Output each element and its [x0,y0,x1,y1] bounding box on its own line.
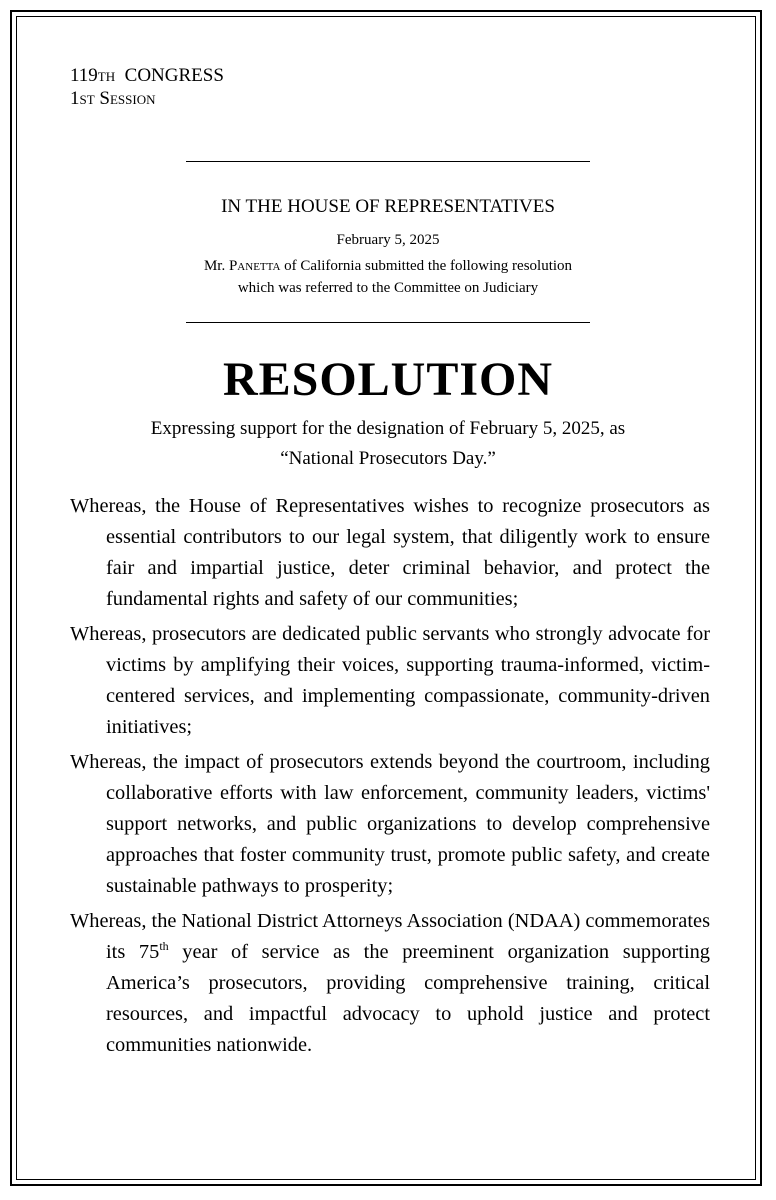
sponsor-statement [0,255,776,299]
congress-line: 119th CONGRESS [70,65,224,86]
house-heading: IN THE HOUSE OF REPRESENTATIVES [221,196,555,217]
session-line: 1st Session [70,88,156,109]
congress-session-block [70,64,224,110]
document-title: RESOLUTION [222,353,554,406]
whereas-clause-1: Whereas, the House of Representatives wishes to recognize prosecutors as essential contributors to our legal system, that diligently work to ensure fair and impartial justice, deter criminal behavior, and protect the fundamental rights and safety of our communities; [70,495,710,610]
whereas-clause-3: Whereas, the impact of prosecutors extends beyond the courtroom, including collaborative efforts with law enforcement, community leaders, victims' support networks, and public organizations to develop comprehensive approaches that foster community trust, promote public safety, and create sustainable pathways to prosperity; [70,751,710,897]
bottom-divider [186,322,590,323]
resolution-purpose [0,414,776,474]
purpose-line-1: Expressing support for the designation of February 5, 2025, as [150,418,626,439]
purpose-line-2: “National Prosecutors Day.” [280,448,496,469]
whereas-clause-2: Whereas, prosecutors are dedicated public servants who strongly advocate for victims by amplifying their voices, supporting trauma-informed, victim-centered services, and implementing compassionate, community-driven initiatives; [70,623,710,738]
whereas-clause-4: Whereas, the National District Attorneys Association (NDAA) commemorates its 75th year of service as the preeminent organization supporting America’s prosecutors, providing comprehensive training, critical resources, and impactful advocacy to uphold justice and protect communities nationwide. [70,910,710,1056]
sponsor-name: Panetta [228,258,281,274]
submission-date: February 5, 2025 [336,232,440,248]
whereas-clauses [70,491,710,1065]
sponsor-line-2: which was referred to the Committee on Judiciary [237,280,539,296]
top-divider [186,161,590,162]
sponsor-line-1: Mr. Panetta of California submitted the following resolution [203,258,573,274]
